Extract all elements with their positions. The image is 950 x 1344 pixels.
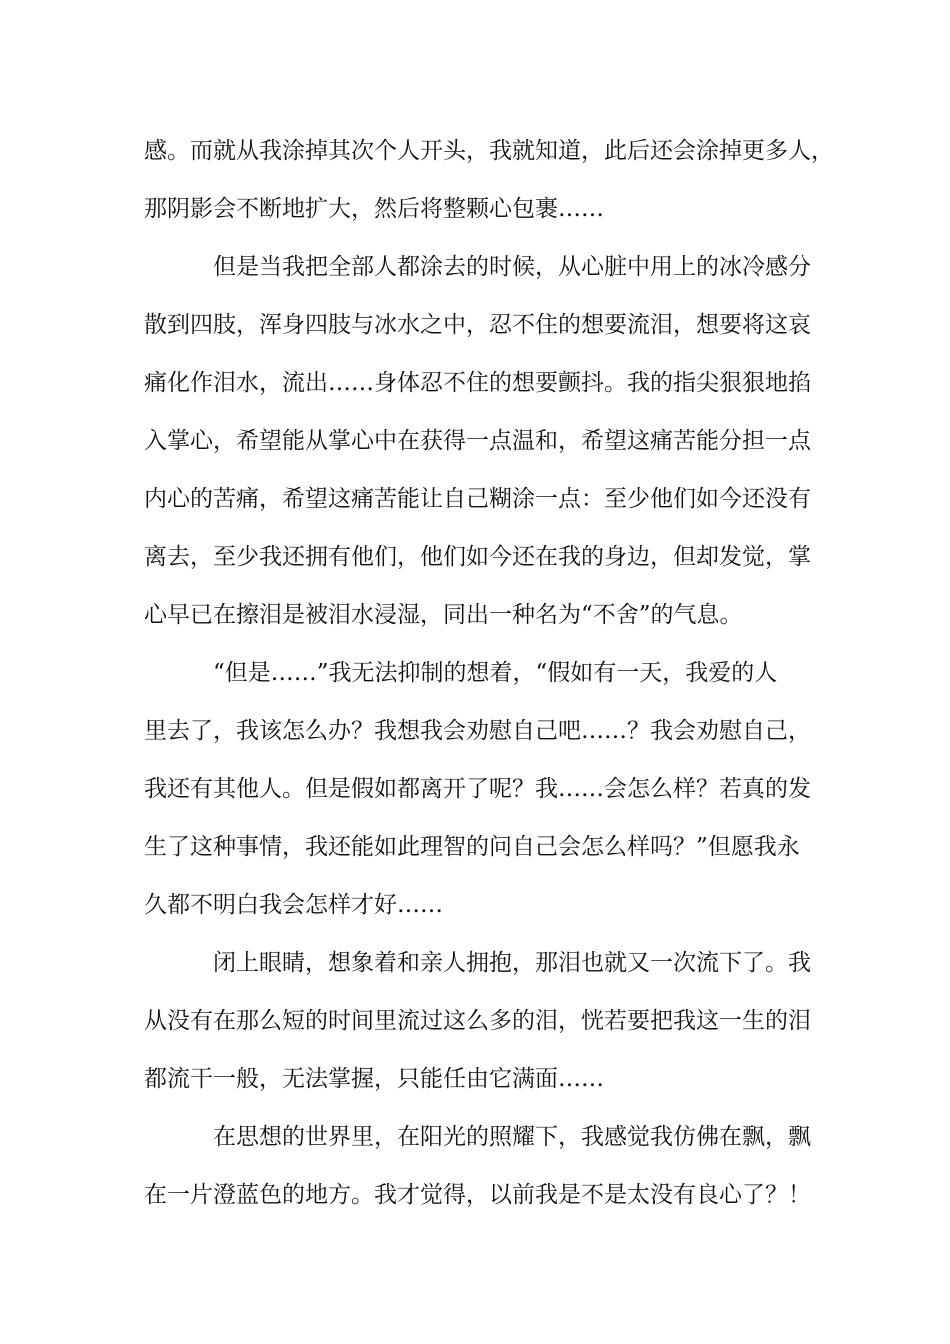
text-line-3: 但是当我把全部人都涂去的时候，从心脏中用上的冰冷感分 — [213, 254, 811, 280]
text-line-11: 里去了，我该怎么办？我想我会劝慰自己吧……？我会劝慰自己， — [144, 718, 811, 744]
text-line-7: 内心的苦痛，希望这痛苦能让自己糊涂一点：至少他们如今还没有 — [144, 486, 811, 512]
text-line-19: 在一片澄蓝色的地方。我才觉得，以前我是不是太没有良心了？！ — [144, 1182, 811, 1208]
text-line-12: 我还有其他人。但是假如都离开了呢？我……会怎么样？若真的发 — [144, 776, 811, 802]
text-line-10: “但是……”我无法抑制的想着，“假如有一天，我爱的人 — [213, 660, 778, 686]
text-line-13: 生了这种事情，我还能如此理智的问自己会怎么样吗？”但愿我永 — [144, 834, 800, 860]
text-line-15: 闭上眼睛，想象着和亲人拥抱，那泪也就又一次流下了。我 — [213, 950, 811, 976]
text-line-6: 入掌心，希望能从掌心中在获得一点温和，希望这痛苦能分担一点 — [144, 428, 811, 454]
text-line-16: 从没有在那么短的时间里流过这么多的泪，恍若要把我这一生的泪 — [144, 1008, 811, 1034]
text-line-9: 心早已在擦泪是被泪水浸湿，同出一种名为“不舍”的气息。 — [144, 602, 743, 628]
text-line-4: 散到四肢，浑身四肢与冰水之中，忍不住的想要流泪，想要将这哀 — [144, 312, 811, 338]
text-line-5: 痛化作泪水，流出……身体忍不住的想要颤抖。我的指尖狠狠地掐 — [144, 370, 811, 396]
text-line-17: 都流干一般，无法掌握，只能任由它满面…… — [144, 1066, 604, 1092]
text-line-14: 久都不明白我会怎样才好…… — [144, 892, 443, 918]
text-line-8: 离去，至少我还拥有他们，他们如今还在我的身边，但却发觉，掌 — [144, 544, 811, 570]
text-line-2: 那阴影会不断地扩大，然后将整颗心包裹…… — [144, 196, 604, 222]
text-line-1: 感。而就从我涂掉其次个人开头，我就知道，此后还会涂掉更多人， — [144, 138, 834, 164]
body-text — [144, 126, 834, 1228]
text-line-18: 在思想的世界里，在阳光的照耀下，我感觉我仿佛在飘，飘 — [213, 1124, 811, 1150]
